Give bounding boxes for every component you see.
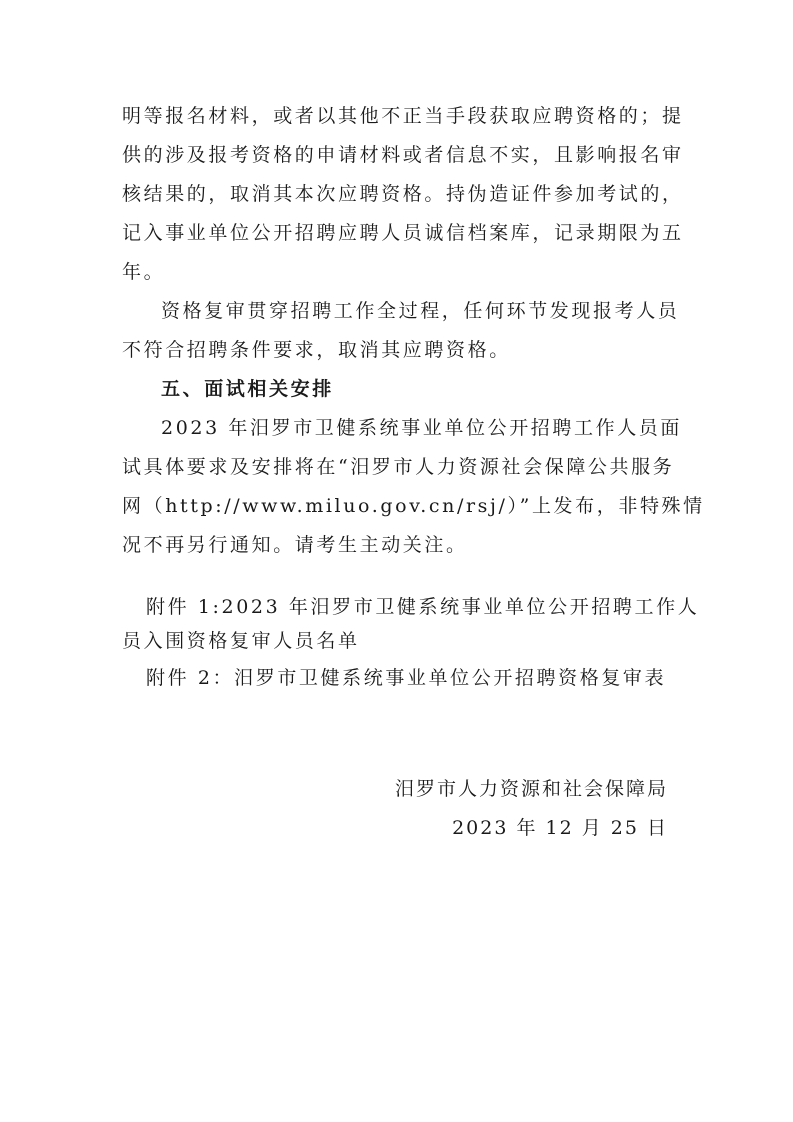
attachment-2: 附件 2：汨罗市卫健系统事业单位公开招聘资格复审表 xyxy=(146,667,667,689)
paragraph-1-line-3: 核结果的，取消其本次应聘资格。持伪造证件参加考试的， xyxy=(122,183,684,205)
section-5-line-4: 况不再另行通知。请考生主动关注。 xyxy=(122,534,468,556)
attachment-1-line-1: 附件 1:2023 年汨罗市卫健系统事业单位公开招聘工作人 xyxy=(146,596,700,618)
attachment-1-line-2: 员入围资格复审人员名单 xyxy=(122,630,360,652)
signature-organization: 汨罗市人力资源和社会保障局 xyxy=(394,778,668,800)
section-5-line-1: 2023 年汨罗市卫健系统事业单位公开招聘工作人员面 xyxy=(161,417,682,439)
paragraph-2-line-1: 资格复审贯穿招聘工作全过程，任何环节发现报考人员 xyxy=(161,300,680,322)
section-5-line-2: 试具体要求及安排将在“汨罗市人力资源社会保障公共服务 xyxy=(122,456,675,478)
paragraph-1-line-2: 供的涉及报考资格的申请材料或者信息不实，且影响报名审 xyxy=(122,144,684,166)
paragraph-1-line-1: 明等报名材料，或者以其他不正当手段获取应聘资格的；提 xyxy=(122,105,684,127)
section-5-line-3: 网（http://www.miluo.gov.cn/rsj/）”上发布，非特殊情 xyxy=(122,495,705,517)
paragraph-2-line-2: 不符合招聘条件要求，取消其应聘资格。 xyxy=(122,339,511,361)
paragraph-1-line-5: 年。 xyxy=(122,261,166,283)
section-5-heading: 五、面试相关安排 xyxy=(161,378,334,400)
signature-date: 2023 年 12 月 25 日 xyxy=(452,817,668,839)
paragraph-1-line-4: 记入事业单位公开招聘应聘人员诚信档案库，记录期限为五 xyxy=(122,222,684,244)
